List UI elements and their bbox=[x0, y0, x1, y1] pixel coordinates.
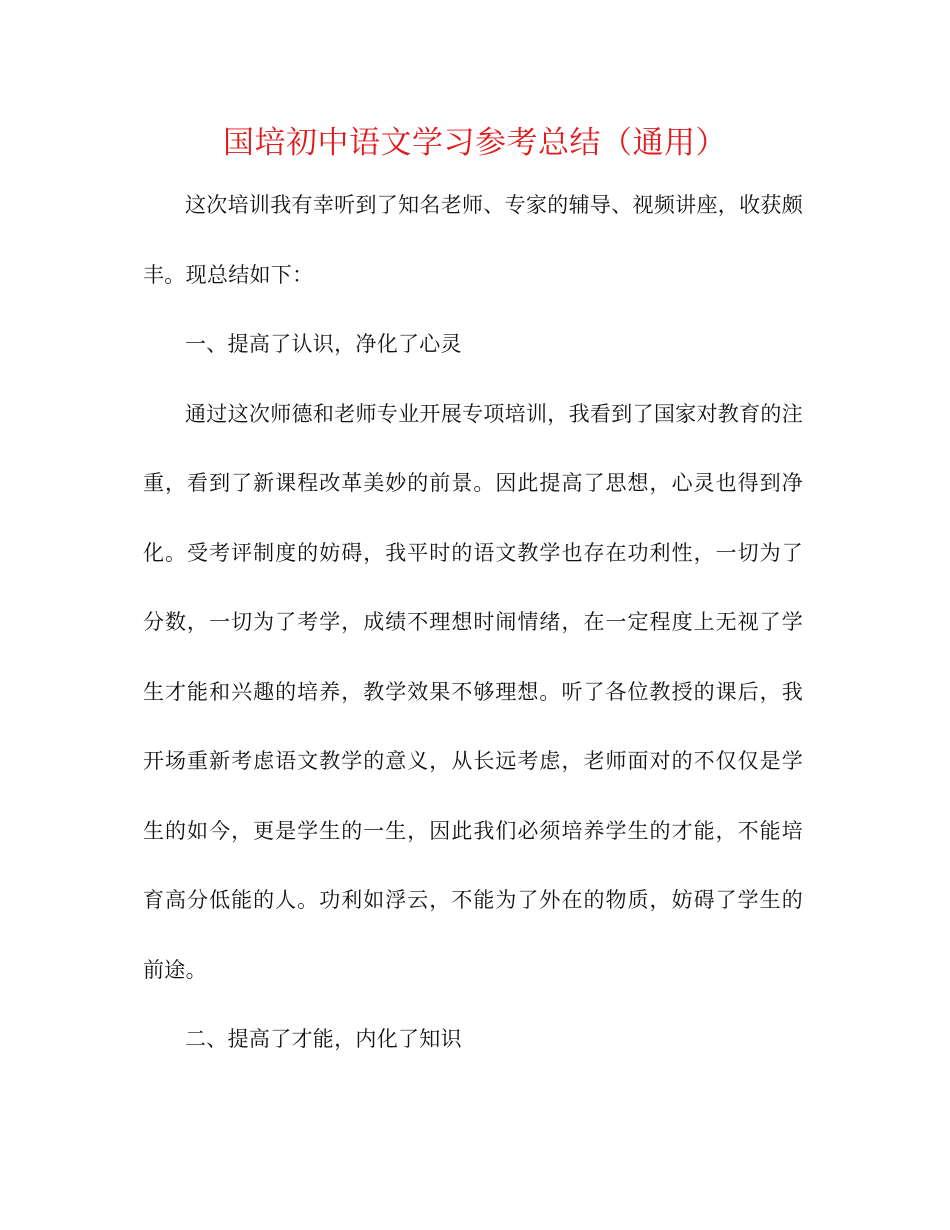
section-heading-1: 一、提高了认识，净化了心灵 bbox=[185, 332, 462, 356]
paragraph-intro: 这次培训我有幸听到了知名老师、专家的辅导、视频讲座，收获颇丰。现总结如下： bbox=[143, 193, 803, 287]
paragraph-section-1: 通过这次师德和老师专业开展专项培训，我看到了国家对教育的注重，看到了新课程改革美妙的前景。因此提高了思想，心灵也得到净化。受考评制度的妨碍，我平时的语文教学也存在功利性，一切为了分数，一切为了考学，成绩不理想时闹情绪，在一定程度上无视了学生才能和兴趣的培养，教学效果不够理想。听了各位教授的课后，我开场重新考虑语文教学的意义，从长远考虑，老师面对的不仅仅是学生的如今，更是学生的一生，因此我们必须培养学生的才能，不能培育高分低能的人。功利如浮云，不能为了外在的物质，妨碍了学生的前途。 bbox=[143, 401, 803, 982]
section-heading-2: 二、提高了才能，内化了知识 bbox=[185, 1027, 462, 1051]
document-body bbox=[143, 171, 803, 1075]
document-title: 国培初中语文学习参考总结（通用） bbox=[223, 125, 727, 161]
